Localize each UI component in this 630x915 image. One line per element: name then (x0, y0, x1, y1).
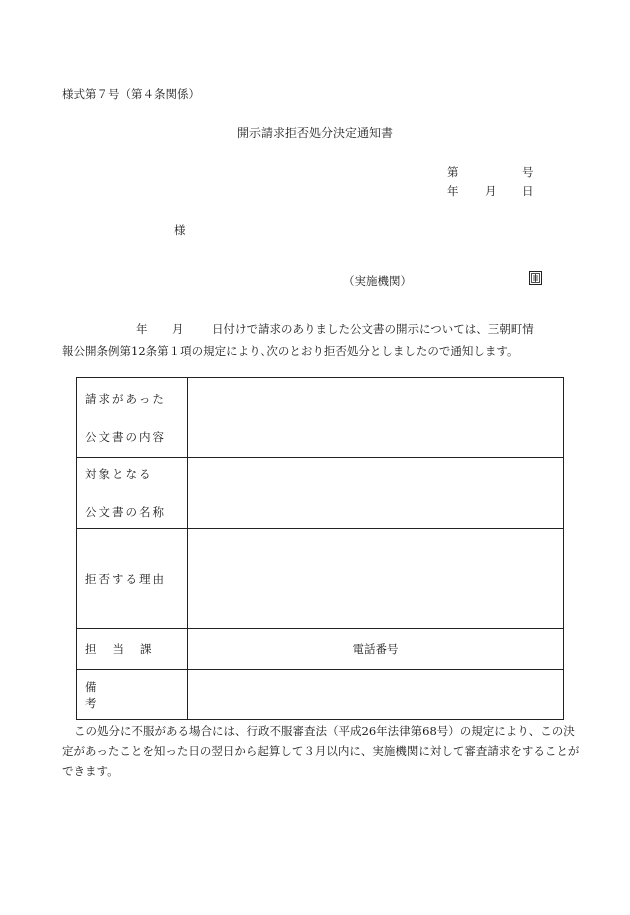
table-row (77, 378, 564, 458)
body-year-label: 年 (136, 322, 148, 336)
document-number-prefix: 第 (447, 165, 459, 179)
agency-label: （実施機関） (343, 274, 412, 288)
target-document-field (188, 458, 564, 529)
body-paragraph-line2: 報公開条例第12条第１項の規定により､次のとおり拒否処分としましたので通知します。 (62, 344, 519, 358)
requested-content-field (188, 378, 564, 458)
info-table (76, 377, 564, 720)
table-row (77, 629, 564, 670)
appeal-notice: この処分に不服がある場合には、行政不服審査法（平成26年法律第68号）の規定により、この決定があったことを知った日の翌日から起算して３月以内に、実施機関に対して審査請求をすることができます。 (62, 724, 580, 778)
table-row (77, 670, 564, 720)
recipient-honorific: 様 (174, 223, 186, 237)
department-label: 担当課 (77, 629, 188, 670)
remarks-label: 備考 (77, 670, 188, 720)
date-day-label: 日 (522, 184, 534, 198)
requested-content-label: 請求があった 公文書の内容 (77, 378, 188, 458)
remarks-field (188, 670, 564, 720)
refusal-reason-field (188, 529, 564, 629)
body-text: 日付けで請求のありました公文書の開示については、三朝町情 (212, 322, 534, 336)
target-document-label: 対象となる 公文書の名称 (77, 458, 188, 529)
date-month-label: 月 (485, 184, 497, 198)
form-number: 様式第７号（第４条関係） (62, 87, 200, 101)
seal-stamp-icon (529, 271, 542, 285)
table-row (77, 458, 564, 529)
phone-number-label: 電話番号 (188, 629, 564, 670)
body-month-label: 月 (172, 322, 184, 336)
refusal-reason-label: 拒否する理由 (77, 529, 188, 629)
date-year-label: 年 (447, 184, 459, 198)
page-title: 開示請求拒否処分決定通知書 (236, 126, 393, 140)
table-row (77, 529, 564, 629)
document-number-suffix: 号 (522, 165, 534, 179)
